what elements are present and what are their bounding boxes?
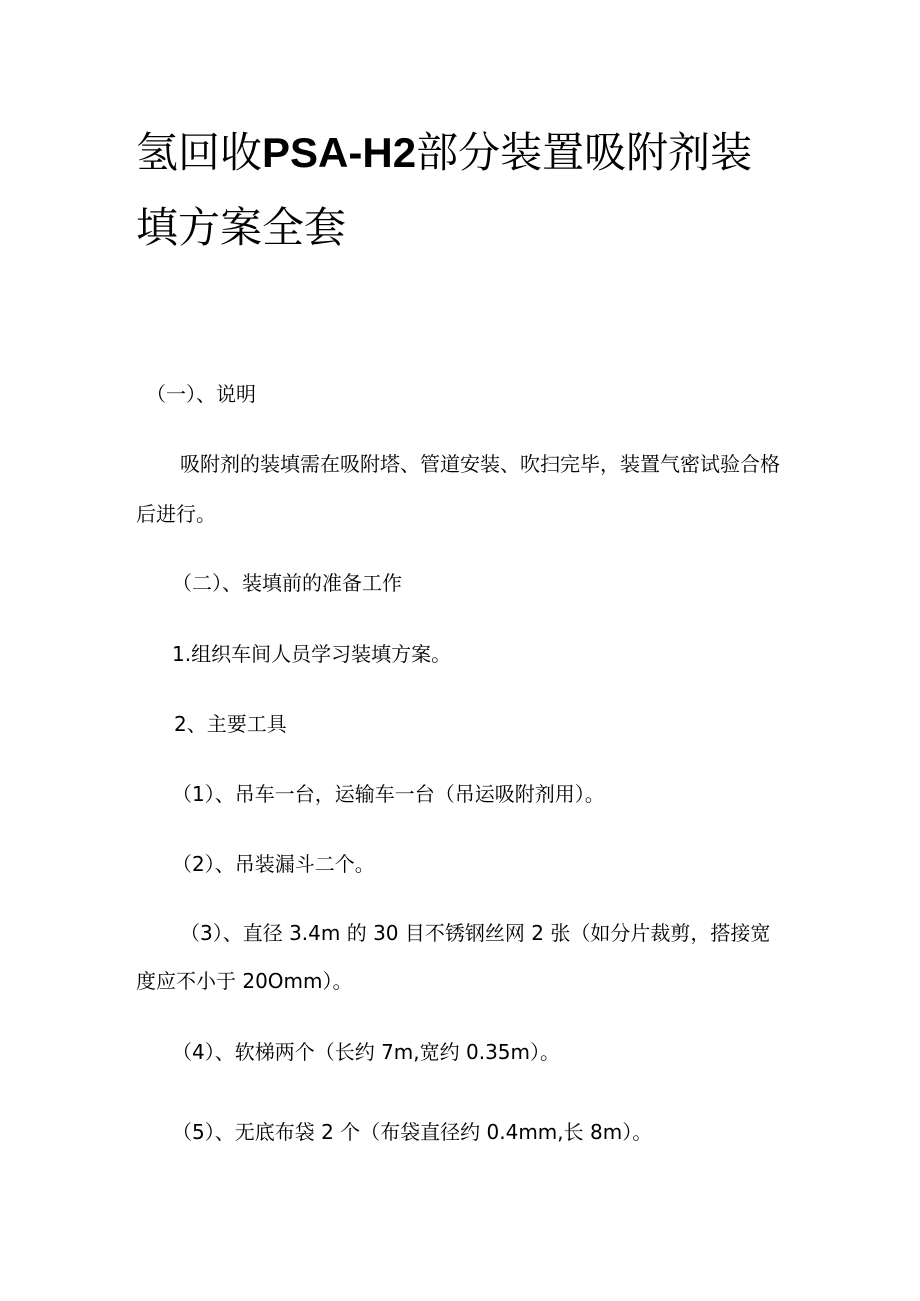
title-text-a: 氢回收 <box>136 128 263 177</box>
tool-item: （1）、吊车一台，运输车一台（吊运吸附剂用）。 <box>172 782 605 806</box>
list-item: 2、主要工具 <box>174 712 287 736</box>
title-text-b: PSA-H2 <box>262 129 417 176</box>
tool-item: （5）、无底布袋 2 个（布袋直径约 0.4mm,长 8m）。 <box>172 1120 653 1144</box>
paragraph-line: 吸附剂的装填需在吸附塔、管道安装、吹扫完毕，装置气密试验合格 <box>180 452 780 476</box>
section-heading-preparation: （二）、装填前的准备工作 <box>172 571 402 595</box>
document-title-line-2: 填方案全套 <box>136 203 347 252</box>
title-text-c: 部分装置吸附剂装 <box>416 128 753 177</box>
document-title-line-1 <box>136 130 786 176</box>
list-item: 1.组织车间人员学习装填方案。 <box>172 642 452 666</box>
tool-item: （3）、直径 3.4m 的 30 目不锈钢丝网 2 张（如分片裁剪，搭接宽 <box>180 921 771 945</box>
tool-item: （2）、吊装漏斗二个。 <box>172 852 375 876</box>
section-heading-explanation: （一）、说明 <box>146 382 256 406</box>
tool-item-continuation: 度应不小于 20Omm）。 <box>136 969 353 993</box>
paragraph-line: 后进行。 <box>136 502 216 526</box>
tool-item: （4）、软梯两个（长约 7m,宽约 0.35m）。 <box>172 1040 561 1064</box>
